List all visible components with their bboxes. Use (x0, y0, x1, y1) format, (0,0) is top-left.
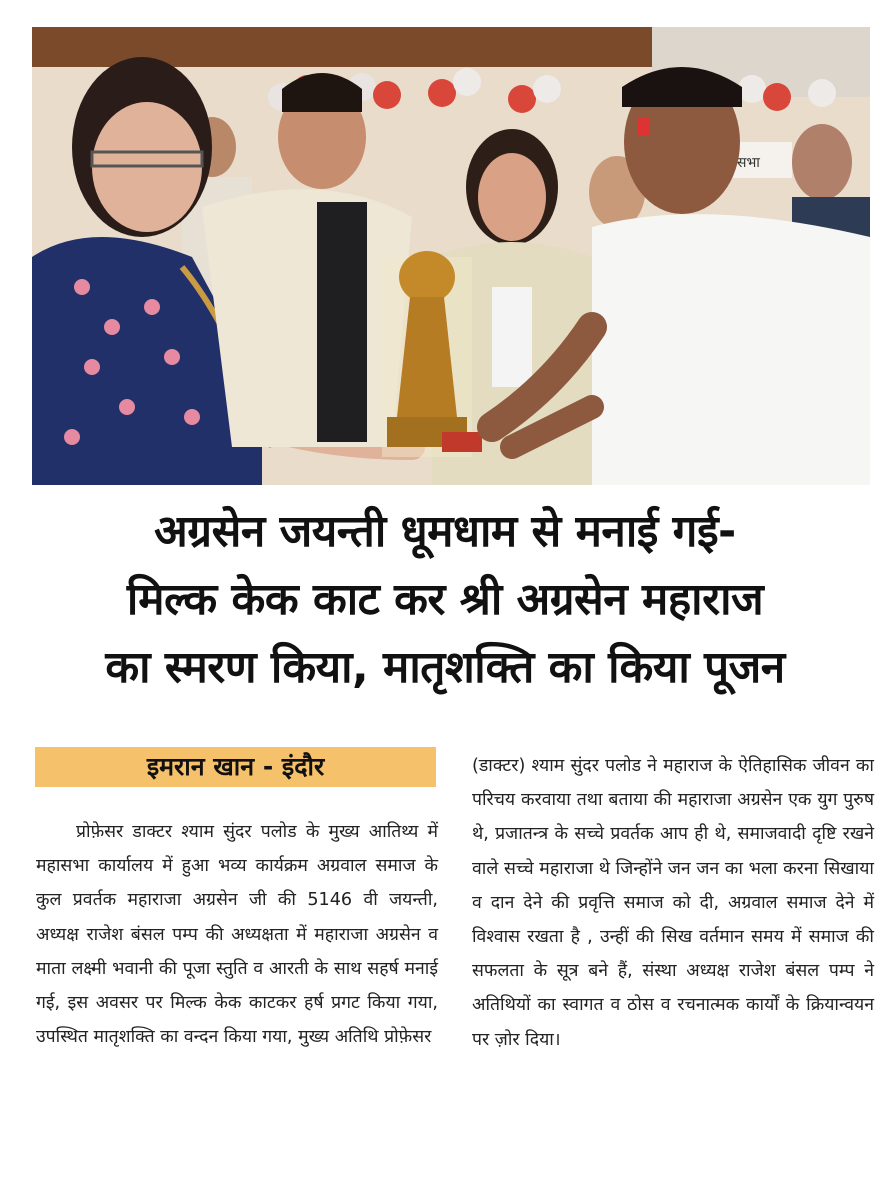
article-paragraph: प्रोफ़ेसर डाक्टर श्याम सुंदर पलोड के मुख्य आतिथ्य में महासभा कार्यालय में हुआ भव्य कार्यक्रम अग्रवाल समाज के कुल प्रवर्तक महाराजा अग्रसेन जी की 5146 वी जयन्ती, अध्यक्ष राजेश बंसल पम्प की अध्यक्षता में महाराजा अग्रसेन व माता लक्ष्मी भवानी की पूजा स्तुति व आरती के साथ सहर्ष मनाई गई, इस अवसर पर मिल्क केक काटकर हर्ष प्रगट किया गया, उपस्थित मातृशक्ति का वन्दन किया गया, मुख्य अतिथि प्रोफ़ेसर (36, 822, 438, 1048)
headline-line-3: का स्मरण किया, मातृशक्ति का किया पूजन (105, 642, 785, 693)
byline: इमरान खान - इंदौर (35, 747, 436, 787)
event-photo (32, 27, 870, 485)
article-column-left (36, 815, 438, 1054)
headline-line-2: मिल्क केक काट कर श्री अग्रसेन महाराज (126, 574, 764, 625)
headline-line-1: अग्रसेन जयन्ती धूमधाम से मनाई गई- (154, 506, 736, 557)
article-column-right (472, 749, 874, 1057)
article-paragraph: (डाक्टर) श्याम सुंदर पलोड ने महाराज के ऐतिहासिक जीवन का परिचय करवाया तथा बताया की महाराजा अग्रसेन एक युग पुरुष थे, प्रजातन्त्र के सच्चे प्रवर्तक आप ही थे, समाजवादी दृष्टि रखने वाले सच्चे महाराजा थे जिन्होंने जन जन का भला करना सिखाया व दान देने की प्रवृत्ति समाज को दी, अग्रवाल समाज देने में विश्वास रखता है , उन्हीं की सिख वर्तमान समय में समाज की सफलता के सूत्र बने हैं, संस्था अध्यक्ष राजेश बंसल पम्प ने अतिथियों का स्वागत व ठोस व रचनात्मक कार्यों के क्रियान्वयन पर ज़ोर दिया। (472, 756, 874, 1050)
banner-text: सभा (737, 155, 760, 171)
headline (20, 498, 870, 702)
